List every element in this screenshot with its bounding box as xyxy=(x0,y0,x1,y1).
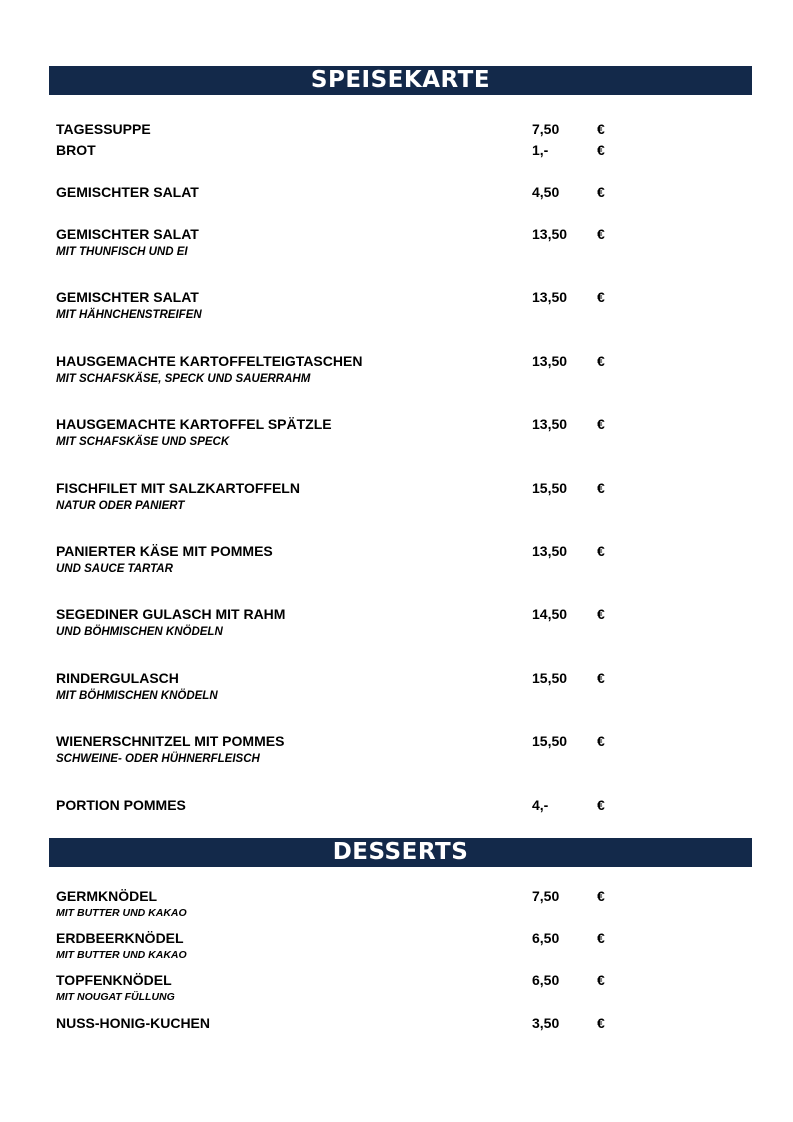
currency-symbol: € xyxy=(597,184,605,200)
item-price: 13,50 xyxy=(532,353,568,369)
item-name: NUSS-HONIG-KUCHEN xyxy=(56,1015,210,1031)
item-description: MIT HÄHNCHENSTREIFEN xyxy=(56,309,202,321)
currency-symbol: € xyxy=(597,670,605,686)
item-name: HAUSGEMACHTE KARTOFFEL SPÄTZLE xyxy=(56,416,332,432)
section-title-speisekarte: SPEISEKARTE xyxy=(49,66,752,95)
item-description: MIT SCHAFSKÄSE UND SPECK xyxy=(56,436,230,448)
item-price: 4,- xyxy=(532,797,549,813)
currency-symbol: € xyxy=(597,289,605,305)
currency-symbol: € xyxy=(597,480,605,496)
item-description: UND BÖHMISCHEN KNÖDELN xyxy=(56,626,223,638)
currency-symbol: € xyxy=(597,972,605,988)
item-name: HAUSGEMACHTE KARTOFFELTEIGTASCHEN xyxy=(56,353,363,369)
item-price: 6,50 xyxy=(532,972,560,988)
item-name: GERMKNÖDEL xyxy=(56,888,158,904)
item-name: WIENERSCHNITZEL MIT POMMES xyxy=(56,733,285,749)
currency-symbol: € xyxy=(597,226,605,242)
item-description: NATUR ODER PANIERT xyxy=(56,500,185,512)
item-price: 1,- xyxy=(532,142,549,158)
item-price: 14,50 xyxy=(532,606,568,622)
item-price: 7,50 xyxy=(532,888,560,904)
item-price: 15,50 xyxy=(532,480,568,496)
item-name: RINDERGULASCH xyxy=(56,670,179,686)
item-price: 13,50 xyxy=(532,289,568,305)
item-description: MIT NOUGAT FÜLLUNG xyxy=(56,991,175,1003)
item-name: PORTION POMMES xyxy=(56,797,186,813)
item-name: SEGEDINER GULASCH MIT RAHM xyxy=(56,606,286,622)
item-price: 13,50 xyxy=(532,416,568,432)
currency-symbol: € xyxy=(597,543,605,559)
currency-symbol: € xyxy=(597,416,605,432)
item-name: ERDBEERKNÖDEL xyxy=(56,930,184,946)
item-price: 3,50 xyxy=(532,1015,560,1031)
item-description: MIT SCHAFSKÄSE, SPECK UND SAUERRAHM xyxy=(56,373,311,385)
currency-symbol: € xyxy=(597,930,605,946)
item-description: MIT BUTTER UND KAKAO xyxy=(56,907,187,919)
currency-symbol: € xyxy=(597,142,605,158)
item-price: 13,50 xyxy=(532,543,568,559)
item-price: 15,50 xyxy=(532,733,568,749)
item-name: GEMISCHTER SALAT xyxy=(56,184,199,200)
currency-symbol: € xyxy=(597,606,605,622)
item-name: BROT xyxy=(56,142,96,158)
item-name: GEMISCHTER SALAT xyxy=(56,226,199,242)
currency-symbol: € xyxy=(597,888,605,904)
currency-symbol: € xyxy=(597,733,605,749)
item-price: 15,50 xyxy=(532,670,568,686)
currency-symbol: € xyxy=(597,797,605,813)
item-price: 7,50 xyxy=(532,121,560,137)
item-description: UND SAUCE TARTAR xyxy=(56,563,173,575)
item-description: SCHWEINE- ODER HÜHNERFLEISCH xyxy=(56,753,260,765)
item-name: GEMISCHTER SALAT xyxy=(56,289,199,305)
item-name: FISCHFILET MIT SALZKARTOFFELN xyxy=(56,480,300,496)
item-description: MIT THUNFISCH UND EI xyxy=(56,246,188,258)
item-price: 4,50 xyxy=(532,184,560,200)
currency-symbol: € xyxy=(597,121,605,137)
item-name: TOPFENKNÖDEL xyxy=(56,972,172,988)
item-description: MIT BUTTER UND KAKAO xyxy=(56,949,187,961)
item-name: PANIERTER KÄSE MIT POMMES xyxy=(56,543,273,559)
item-price: 13,50 xyxy=(532,226,568,242)
currency-symbol: € xyxy=(597,1015,605,1031)
item-name: TAGESSUPPE xyxy=(56,121,151,137)
section-title-desserts: DESSERTS xyxy=(49,838,752,867)
currency-symbol: € xyxy=(597,353,605,369)
item-description: MIT BÖHMISCHEN KNÖDELN xyxy=(56,690,218,702)
item-price: 6,50 xyxy=(532,930,560,946)
